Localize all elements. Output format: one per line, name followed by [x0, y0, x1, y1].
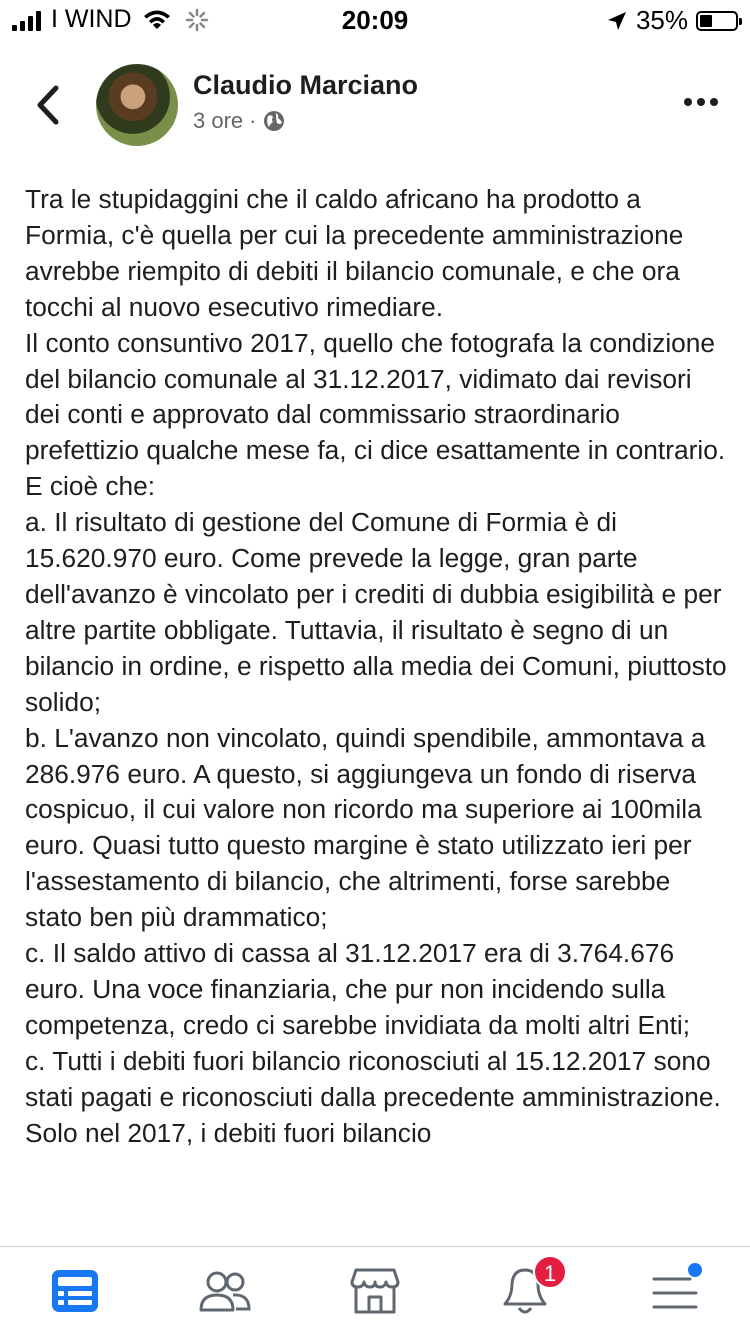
tab-marketplace[interactable] [300, 1247, 450, 1335]
news-feed-icon [50, 1268, 100, 1314]
back-button[interactable] [28, 80, 68, 130]
more-dot-icon [684, 98, 692, 106]
author-name[interactable]: Claudio Marciano [193, 70, 419, 100]
post-paragraph: c. Tutti i debiti fuori bilancio riconosciuti al 15.12.2017 sono stati pagati e riconosciuti dalla precedente amministrazione. Solo nel 2017, i debiti fuori bilancio [25, 1045, 721, 1148]
battery-percent: 35% [635, 5, 688, 35]
post-header [0, 40, 750, 170]
status-right [606, 5, 738, 36]
battery-icon [696, 11, 738, 31]
post-paragraph: Il conto consuntivo 2017, quello che fotografa la condizione del bilancio comunale al 31.12.2017, vidimato dai revisori dei conti e approvato dal commissario straordinario prefettizio qualche mese fa, ci dice esattamente in contrario. E cioè che: [25, 327, 726, 502]
more-dot-icon [697, 98, 705, 106]
notification-badge: 1 [533, 1255, 567, 1289]
tab-news-feed[interactable] [0, 1247, 150, 1335]
menu-update-dot [688, 1263, 702, 1277]
globe-icon [262, 109, 286, 133]
more-dot-icon [710, 98, 718, 106]
tab-menu[interactable] [600, 1247, 750, 1335]
post-time[interactable]: 3 ore [193, 108, 244, 133]
meta-separator: · [249, 108, 257, 133]
status-time: 20:09 [341, 5, 409, 35]
bottom-tab-bar [0, 1246, 750, 1335]
status-bar [0, 0, 750, 40]
tab-friends[interactable] [150, 1247, 300, 1335]
post-body [25, 182, 730, 1242]
post-paragraph: b. L'avanzo non vincolato, quindi spendibile, ammontava a 286.976 euro. A questo, si aggiungeva un fondo di riserva cospicuo, il cui valore non ricordo ma superiore ai 100mila euro. Quasi tutto questo margine è stato utilizzato ieri per l'assestamento di bilancio, che altrimenti, forse sarebbe stato ben più drammatico; [25, 722, 706, 933]
marketplace-icon [350, 1267, 400, 1315]
friends-icon [198, 1269, 252, 1313]
post-paragraph: a. Il risultato di gestione del Comune di Formia è di 15.620.970 euro. Come prevede la legge, gran parte dell'avanzo è vincolato per i crediti di dubbia esigibilità e per altre partite obbligate. Tuttavia, il risultato è segno di un bilancio in ordine, e rispetto alla media dei Comuni, piuttosto solido; [25, 507, 727, 717]
carrier-name: I WIND [51, 5, 132, 33]
more-options-button[interactable] [684, 92, 720, 112]
post-meta [193, 108, 286, 134]
avatar[interactable] [96, 64, 178, 146]
chevron-left-icon [28, 80, 68, 130]
post-paragraph: c. Il saldo attivo di cassa al 31.12.2017 era di 3.764.676 euro. Una voce finanziaria, che pur non incidendo sulla competenza, credo ci sarebbe invidiata da molti altri Enti; [25, 938, 691, 1040]
tab-notifications[interactable] [450, 1247, 600, 1335]
post-paragraph: Tra le stupidaggini che il caldo africano ha prodotto a Formia, c'è quella per cui la precedente amministrazione avrebbe riempito di debiti il bilancio comunale, e che ora tocchi al nuovo esecutivo rimediare. [25, 184, 684, 322]
battery-fill [700, 15, 712, 27]
location-arrow-icon [606, 10, 628, 32]
